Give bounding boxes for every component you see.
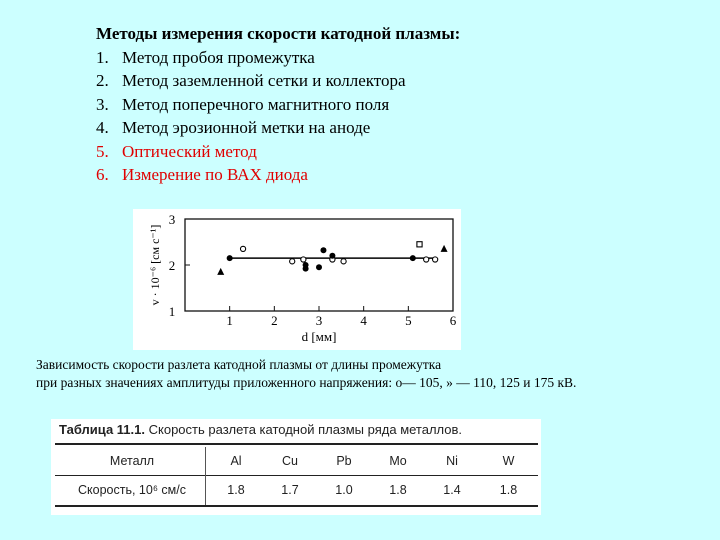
table-header-cell: W: [502, 454, 515, 468]
y-tick-label: 1: [168, 304, 176, 319]
table-header-cell: Mo: [389, 454, 407, 468]
method-number: 4.: [96, 118, 109, 137]
table-number: Таблица 11.1.: [59, 422, 145, 437]
data-point-open-circle: [301, 257, 306, 262]
caption-line-2: при разных значениях амплитуды приложенного напряжения: о— 105, » — 110, 125 и 175 кВ.: [36, 375, 577, 390]
velocity-chart: [133, 209, 461, 350]
table-cell: 1.7: [281, 483, 299, 497]
table-title: [59, 422, 462, 437]
method-item: [96, 163, 460, 187]
x-tick-label: 2: [271, 313, 278, 328]
x-tick-label: 5: [405, 313, 412, 328]
table-header-row: [55, 447, 538, 475]
method-item: [96, 93, 460, 117]
table-cell: 1.8: [389, 483, 407, 497]
table-column-divider: [205, 447, 206, 505]
table-top-rule: [55, 443, 538, 445]
y-axis-label: v · 10⁻⁶ [см с⁻¹]: [148, 224, 162, 306]
table-cell: 1.8: [499, 483, 518, 497]
data-point-filled-circle: [320, 247, 326, 253]
method-number: 6.: [96, 165, 109, 184]
caption-line-1: Зависимость скорости разлета катодной плазмы от длины промежутка: [36, 357, 442, 372]
x-tick-label: 4: [360, 313, 367, 328]
data-point-filled-circle: [227, 255, 233, 261]
data-point-open-square: [417, 242, 422, 247]
methods-list-block: [96, 22, 460, 187]
metals-table: [51, 419, 541, 515]
table-header-cell: Ni: [446, 454, 458, 468]
data-point-filled-triangle: [441, 245, 448, 252]
method-text: Метод эрозионной метки на аноде: [122, 118, 371, 137]
x-tick-label: 3: [315, 313, 323, 328]
table-header-cell: Cu: [282, 454, 298, 468]
method-number: 1.: [96, 47, 109, 67]
method-item: [96, 69, 460, 93]
data-point-filled-triangle: [217, 268, 224, 275]
table-header-cell: Pb: [336, 454, 352, 468]
x-tick-label: 1: [226, 313, 233, 328]
method-text: Измерение по ВАХ диода: [122, 165, 308, 184]
data-point-open-circle: [290, 259, 295, 264]
table-cell: 1.8: [227, 483, 245, 497]
method-text: Метод поперечного магнитного поля: [122, 94, 390, 114]
velocity-chart-panel: [133, 209, 461, 350]
table-row: [55, 476, 538, 504]
data-point-filled-circle: [329, 253, 335, 259]
table-cell: Скорость, 10⁶ см/с: [77, 483, 186, 497]
method-text: Метод пробоя промежутка: [122, 47, 315, 67]
data-point-open-circle: [341, 259, 346, 264]
method-number: 2.: [96, 71, 109, 90]
method-item: [96, 116, 460, 140]
method-number: 5.: [96, 141, 109, 161]
data-point-filled-circle: [316, 264, 322, 270]
method-item: [96, 140, 460, 164]
chart-caption: [36, 356, 576, 392]
table-header-cell: Al: [230, 454, 242, 468]
method-number: 3.: [96, 94, 109, 114]
data-point-filled-circle: [303, 266, 309, 272]
data-point-open-circle: [433, 257, 438, 262]
methods-list: [96, 46, 460, 187]
methods-heading: Методы измерения скорости катодной плазмы:: [96, 24, 461, 43]
table-cell: 1.0: [335, 483, 353, 497]
y-tick-label: 2: [168, 258, 176, 273]
x-tick-label: 6: [449, 313, 457, 328]
table-title-text: Скорость разлета катодной плазмы ряда металлов.: [148, 422, 463, 437]
method-item: [96, 46, 460, 70]
data-point-open-circle: [424, 257, 429, 262]
method-text: Оптический метод: [122, 141, 257, 161]
y-tick-label: 3: [168, 212, 176, 227]
table-bottom-rule: [55, 505, 538, 507]
data-point-open-circle: [240, 246, 245, 251]
method-text: Метод заземленной сетки и коллектора: [122, 71, 406, 90]
table-cell: 1.4: [443, 483, 461, 497]
x-axis-label: d [мм]: [301, 329, 337, 344]
table-header-cell: Металл: [109, 454, 155, 468]
data-point-filled-circle: [410, 255, 416, 261]
